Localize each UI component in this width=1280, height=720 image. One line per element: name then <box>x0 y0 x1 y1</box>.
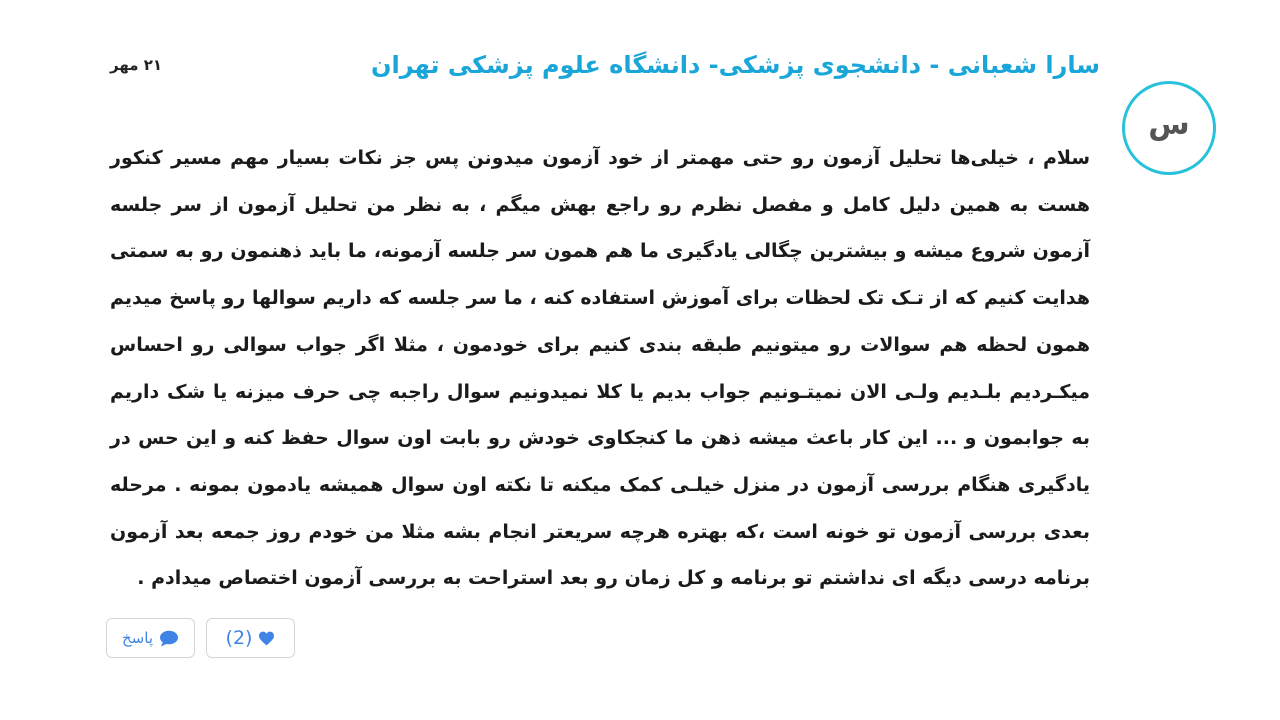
like-count: (2) <box>225 627 253 649</box>
comment-body: سلام ، خیلی‌ها تحلیل آزمون رو حتی مهمتر از خود آزمون میدونن پس جز نکات بسیار مهم مسیر کنکور هست به همین دلیل کامل و مفصل نظرم رو راجع بهش میگم ، به نظر من تحلیل آزمون از سر جلسه آزمون شروع میشه و بیشترین چگالی یادگیری ما هم همون سر جلسه آزمونه، ما باید ذهنمون رو به سمتی هدایت کنیم که از تـک تک لحظات برای آموزش استفاده کنه ، ما سر جلسه که داریم سوالها رو پاسخ میدیم همون لحظه هم سوالات رو میتونیم طبقه بندی کنیم برای خودمون ، مثلا اگر جواب سوالی رو احساس میکـردیم بلـدیم ولـی الان نمیتـونیم جواب بدیم یا کلا نمیدونیم سوال راجبه چی حرف میزنه یا شک داریم به جوابمون و ... این کار باعث میشه ذهن ما کنجکاوی خودش رو بابت اون سوال حفظ کنه و این حس در یادگیری هنگام بررسی آزمون در منزل خیلـی کمک میکنه تا نکته اون سوال همیشه یادمون بمونه . مرحله بعدی بررسی آزمون تو خونه است ،که بهتره هرچه سریعتر انجام بشه مثلا من خودم روز جمعه بعد آزمون برنامه درسی دیگه ای نداشتم تو برنامه و کل زمان رو بعد استراحت به بررسی آزمون اختصاص میدادم . <box>110 147 1090 590</box>
comment-actions <box>106 618 295 658</box>
avatar <box>1122 81 1216 175</box>
reply-label: پاسخ <box>122 629 153 647</box>
speech-bubble-icon <box>159 630 179 647</box>
comment-date: ۲۱ مهر <box>110 56 163 74</box>
avatar-initial: س <box>1148 107 1190 142</box>
reply-button[interactable] <box>106 618 195 658</box>
heart-icon <box>258 631 275 646</box>
author-name: سارا شعبانی - دانشجوی پزشکی- دانشگاه علوم پزشکی تهران <box>371 51 1100 79</box>
like-button[interactable] <box>206 618 295 658</box>
